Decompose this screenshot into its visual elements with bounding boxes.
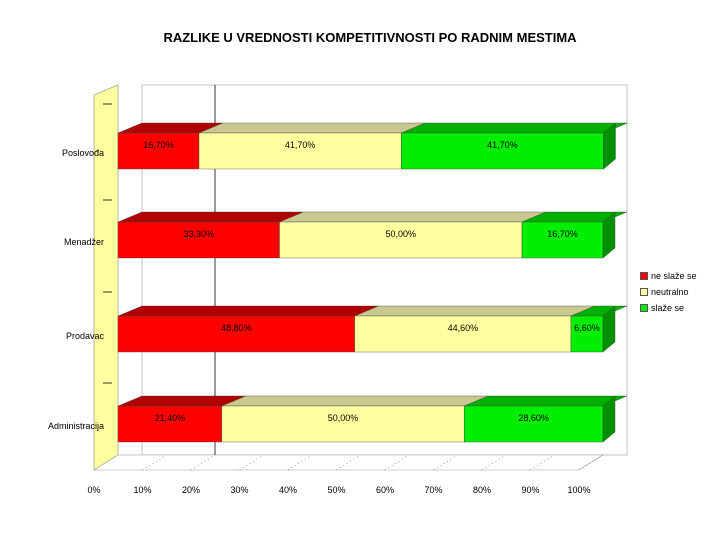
bar-top [401, 123, 627, 133]
data-label: 41,70% [487, 140, 518, 150]
bar-segment [522, 222, 603, 258]
data-label: 48,80% [221, 323, 252, 333]
bar-top [118, 212, 304, 222]
legend-label: neutralno [651, 287, 689, 297]
x-tick-label: 10% [133, 485, 152, 495]
x-tick-label: 40% [278, 485, 298, 495]
bar-segment [118, 316, 355, 352]
bar-top [464, 396, 627, 406]
bar-segment [355, 316, 571, 352]
x-tick-label: 60% [375, 485, 395, 495]
category-label: Poslovođa [61, 148, 104, 158]
bar-segment [464, 406, 603, 442]
data-label: 6,60% [574, 323, 600, 333]
side-wall [94, 85, 118, 470]
legend-item [640, 284, 697, 300]
category-label: Administracija [47, 421, 104, 431]
chart-title: RAZLIKE U VREDNOSTI KOMPETITIVNOSTI PO RADNIM MESTIMA [163, 30, 577, 45]
data-label: 41,70% [284, 140, 316, 150]
floor [94, 455, 603, 470]
bar-top [222, 396, 489, 406]
data-label: 44,60% [447, 323, 479, 333]
legend-label: slaže se [651, 303, 685, 313]
data-label: 16,70% [143, 140, 174, 150]
category-label: Prodavac [65, 331, 104, 341]
legend-swatch [640, 288, 648, 296]
data-label: 16,70% [547, 229, 578, 239]
x-tick-label: 90% [521, 485, 540, 495]
bar-segment [571, 316, 603, 352]
x-tick-label: 100% [567, 485, 591, 495]
data-label: 50,00% [327, 413, 359, 423]
x-tick-label: 50% [327, 485, 346, 495]
x-tick-label: 80% [472, 485, 492, 495]
bar-top [355, 306, 595, 316]
bar-top [280, 212, 547, 222]
x-tick-label: 70% [424, 485, 443, 495]
legend [640, 268, 697, 316]
legend-label: ne slaže se [651, 271, 697, 281]
legend-swatch [640, 304, 648, 312]
data-label: 21,40% [154, 413, 186, 423]
bar-segment [401, 133, 603, 169]
legend-swatch [640, 272, 648, 280]
bar-segment [118, 133, 199, 169]
bar-segment [222, 406, 464, 442]
x-tick-label: 0% [87, 485, 101, 495]
legend-item [640, 268, 697, 284]
bar-segment [118, 222, 280, 258]
bar-segment [118, 406, 222, 442]
bar-segment [199, 133, 401, 169]
bar-top [118, 306, 379, 316]
legend-item [640, 300, 697, 316]
bar-segment [280, 222, 523, 258]
bar-top [199, 123, 425, 133]
data-label: 33,30% [183, 229, 215, 239]
data-label: 50,00% [385, 229, 417, 239]
x-tick-label: 20% [181, 485, 201, 495]
x-tick-label: 30% [230, 485, 249, 495]
category-label: Menadžer [63, 237, 104, 247]
data-label: 28,60% [518, 413, 549, 423]
